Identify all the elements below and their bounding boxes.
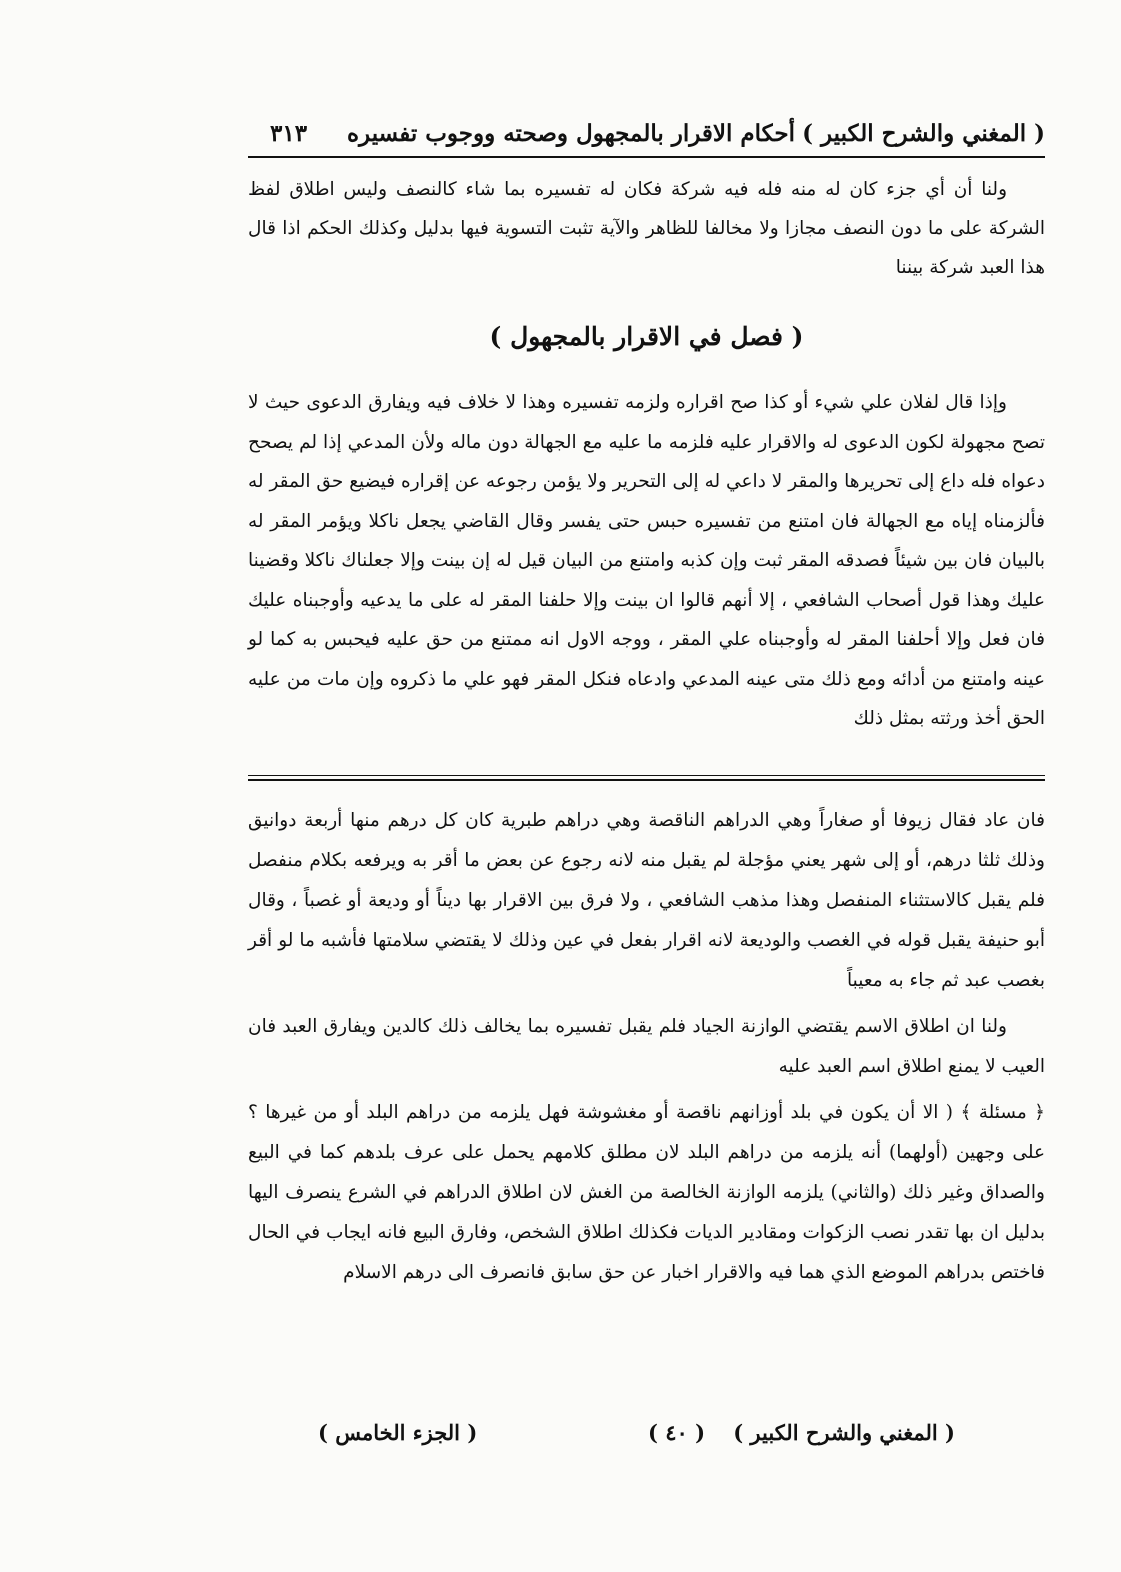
section-title: ( فصل في الاقرار بالمجهول ): [489, 322, 804, 351]
main-paragraph: وإذا قال لفلان علي شيء أو كذا صح اقراره ولزمه تفسيره وهذا لا خلاف فيه ويفارق الدعوى حيث لا تصح مجهولة لكون الدعوى له والاقرار عليه فلزمه ما عليه مع الجهالة دون ماله ولأن المدعي إذا لم يصحح دعواه فله داع إلى تحريرها والمقر لا داعي له إلى التحرير ولا يؤمن رجوعه عن إقراره فيضيع حق المقر له فألزمناه إياه مع الجهالة فان امتنع من تفسيره حبس حتى يفسر وقال القاضي يجعل ناكلا ويؤمر المقر له بالبيان فان بين شيئاً فصدقه المقر ثبت وإن كذبه وامتنع من البيان قيل له إن بينت وإلا جعلناك ناكلا وقضينا عليك وهذا قول أصحاب الشافعي ، إلا أنهم قالوا ان بينت وإلا حلفنا المقر له على ما يدعيه وأوجبناه عليك فان فعل وإلا أحلفنا المقر له وأوجبناه علي المقر ، ووجه الاول انه ممتنع من حق عليه فيحبس به كما لو عينه وامتنع من أدائه ومع ذلك متى عينه المدعي وادعاه فنكل المقر فهو علي ما ذكروه وإن مات من عليه الحق أخذ ورثته بمثل ذلك: [248, 392, 1045, 729]
commentary-paragraph: ولنا ان اطلاق الاسم يقتضي الوازنة الجياد فلم يقبل تفسيره بما يخالف ذلك كالدين ويفارق العبد فان العيب لا يمنع اطلاق اسم العبد عليه: [248, 1016, 1045, 1077]
footer-sheet-number: ( ٤٠ ): [648, 1420, 706, 1445]
separator-rule-thin: [248, 775, 1045, 776]
intro-text: [248, 170, 1045, 287]
intro-paragraph: ولنا أن أي جزء كان له منه فله فيه شركة فكان له تفسيره بما شاء كالنصف وليس اطلاق لفظ الشركة على ما دون النصف مجازا ولا مخالفا للظاهر والآية تثبت التسوية فيها بدليل وكذلك الحكم اذا قال هذا العبد شركة بيننا: [248, 179, 1045, 278]
commentary-paragraph: فان عاد فقال زيوفا أو صغاراً وهي الدراهم الناقصة وهي دراهم طبرية كان كل درهم منها أربعة دوانيق وذلك ثلثا درهم، أو إلى شهر يعني مؤجلة لم يقبل منه لانه رجوع عن بعض ما أقر به ويرفعه بكلام منفصل فلم يقبل كالاستثناء المنفصل وهذا مذهب الشافعي ، ولا فرق بين الاقرار بها ديناً أو وديعة أو غصباً ، وقال أبو حنيفة يقبل قوله في الغصب والوديعة لانه اقرار بفعل في عين وذلك لا يقتضي سلامتها فأشبه ما لو أقر بغصب عبد ثم جاء به معيباً: [248, 810, 1045, 991]
footer-volume: ( الجزء الخامس ): [318, 1420, 478, 1445]
header-rule: [248, 156, 1045, 158]
running-header: [248, 116, 1045, 160]
header-topic: أحكام الاقرار بالمجهول وصحته ووجوب تفسيره: [347, 120, 795, 147]
separator-rule-thick: [248, 779, 1045, 781]
running-footer: [248, 1418, 1045, 1458]
page-number: ٣١٣: [270, 120, 308, 147]
masala-paragraph: ﴿ مسئلة ﴾ ( الا أن يكون في بلد أوزانهم ناقصة أو مغشوشة فهل يلزمه من دراهم البلد أو من غيرها ؟ على وجهين (أولهما) أنه يلزمه من دراهم البلد لان مطلق كلامهم يحمل على عرف بلدهم كما في البيع والصداق وغير ذلك (والثاني) يلزمه الوازنة الخالصة من الغش لان اطلاق الدراهم في الشرع ينصرف اليها بدليل ان بها تقدر نصب الزكوات ومقادير الديات فكذلك اطلاق الشخص، وفارق البيع فانه ايجاب في الحال فاختص بدراهم الموضع الذي هما فيه والاقرار اخبار عن حق سابق فانصرف الى درهم الاسلام: [248, 1102, 1045, 1283]
header-book-title: ( المغني والشرح الكبير ): [802, 120, 1045, 147]
main-text: [248, 383, 1045, 739]
commentary-text: [248, 801, 1045, 1293]
footer-book-title: ( المغني والشرح الكبير ): [733, 1420, 955, 1445]
